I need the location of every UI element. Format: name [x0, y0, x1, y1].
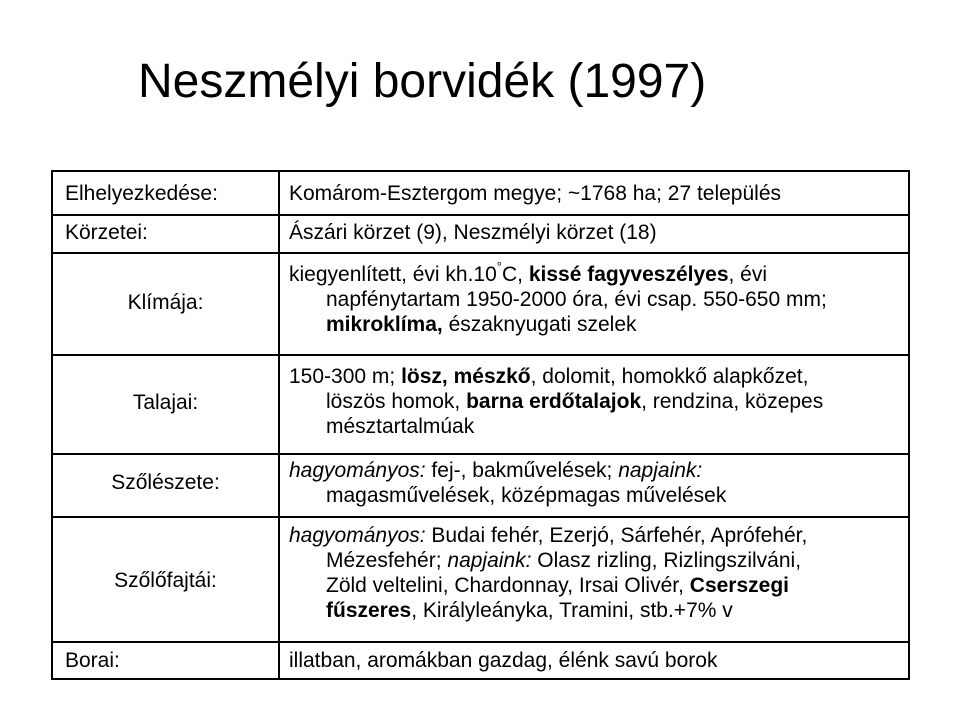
districts-label: Körzetei:	[65, 221, 148, 244]
wines-label: Borai:	[65, 649, 120, 672]
varieties-value: hagyományos: Budai fehér, Ezerjó, Sárfehér, Aprófehér, Mézesfehér; napjaink: Olasz rizling, Rizlingszilváni, Zöld veltelini, Chardonnay, Irsai Olivér, Cserszegi fűszeres, Királyleányka, Tramini, stb.+7% v	[289, 524, 808, 622]
varieties-label: Szőlőfajtái:	[114, 569, 217, 592]
wine-region-table	[51, 170, 910, 680]
row-divider	[53, 252, 908, 254]
column-divider	[278, 172, 280, 678]
location-label: Elhelyezkedése:	[65, 182, 218, 205]
row-divider	[53, 516, 908, 518]
row-divider	[53, 641, 908, 643]
viticulture-value: hagyományos: fej-, bakművelések; napjaink: magasművelések, középmagas művelések	[289, 459, 727, 507]
soil-label: Talajai:	[132, 391, 199, 414]
row-divider	[53, 453, 908, 455]
row-divider	[53, 214, 908, 216]
page-title: Neszmélyi borvidék (1997)	[138, 55, 707, 108]
wines-value: illatban, aromákban gazdag, élénk savú borok	[289, 649, 718, 672]
climate-value: kiegyenlített, évi kh.10°C, kissé fagyveszélyes, évi napfénytartam 1950-2000 óra, évi csap. 550-650 mm; mikroklíma, északnyugati szelek	[289, 259, 827, 336]
row-divider	[53, 354, 908, 356]
soil-value: 150-300 m; lösz, mészkő, dolomit, homokkő alapkőzet, löszös homok, barna erdőtalajok, rendzina, közepes mésztartalmúak	[289, 365, 824, 438]
location-value: Komárom-Esztergom megye; ~1768 ha; 27 település	[289, 182, 782, 205]
districts-value: Ászári körzet (9), Neszmélyi körzet (18)	[289, 221, 657, 244]
viticulture-label: Szőlészete:	[111, 471, 220, 494]
climate-label: Klímája:	[127, 291, 204, 314]
